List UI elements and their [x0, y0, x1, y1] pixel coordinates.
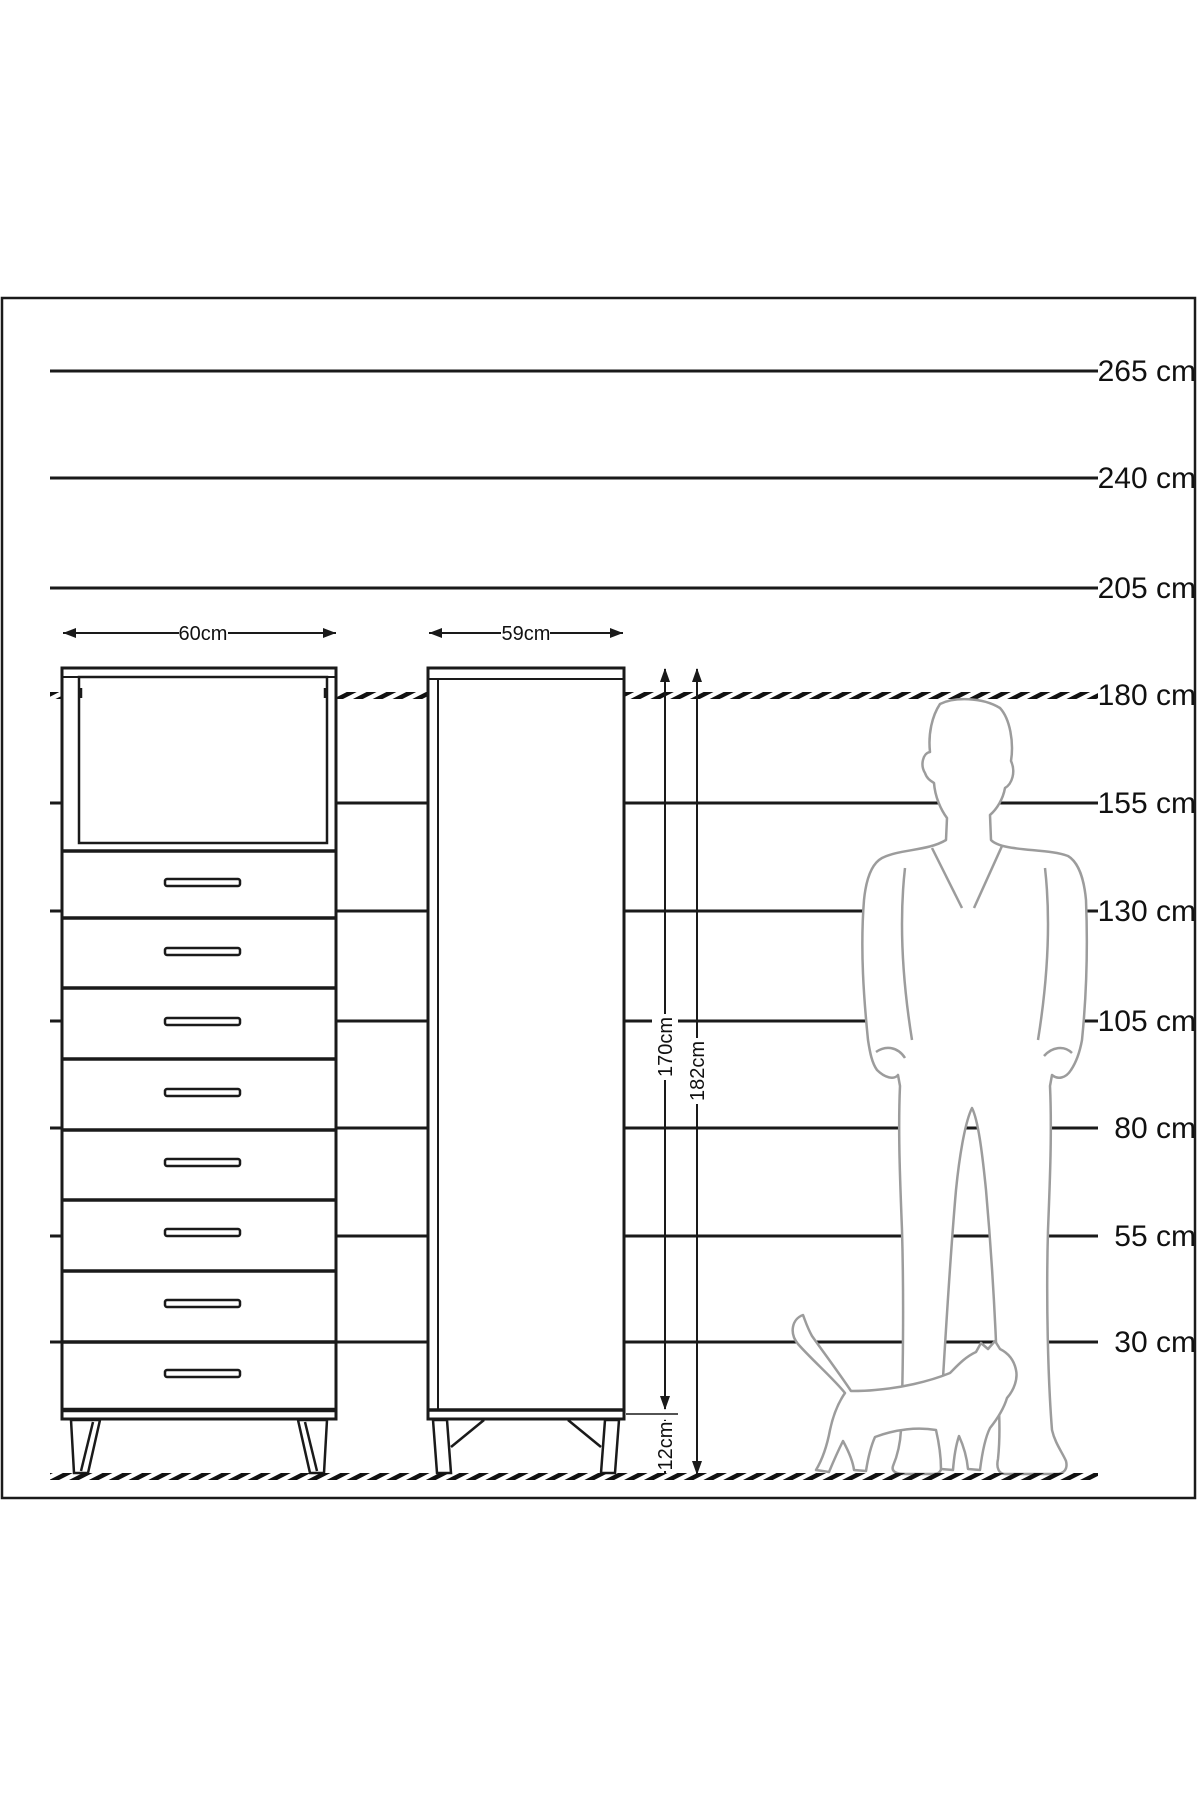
scale-labels	[1098, 355, 1196, 1359]
drawer-handle	[165, 1370, 240, 1377]
scale-label-105: 105 cm	[1097, 1005, 1196, 1038]
scale-label-30: 30 cm	[1114, 1326, 1196, 1359]
wardrobe-legs	[433, 1420, 619, 1473]
total-height-label: 182cm	[687, 1040, 709, 1102]
chest-of-drawers	[62, 668, 336, 1473]
scale-label-240: 240 cm	[1097, 462, 1196, 495]
drawer-handle	[165, 1018, 240, 1025]
scale-label-130: 130 cm	[1097, 895, 1196, 928]
chest-legs	[71, 1420, 327, 1473]
scale-label-155: 155 cm	[1097, 787, 1196, 820]
wardrobe-width-label: 59cm	[501, 623, 551, 645]
drawer-handle	[165, 879, 240, 886]
drawer-handle	[165, 1300, 240, 1307]
chest-width-label: 60cm	[178, 623, 228, 645]
wardrobe-leg-right	[601, 1420, 619, 1473]
scale-label-205: 205 cm	[1097, 572, 1196, 605]
wardrobe	[428, 668, 624, 1473]
body-height-label: 170cm	[655, 1016, 677, 1078]
wardrobe-leg-left	[433, 1420, 451, 1473]
chest-leg-left	[71, 1420, 100, 1473]
wardrobe-body	[428, 668, 624, 1419]
drawer-handle	[165, 948, 240, 955]
scale-label-180: 180 cm	[1097, 679, 1196, 712]
scale-label-80: 80 cm	[1114, 1112, 1196, 1145]
drawer-handle	[165, 1229, 240, 1236]
scale-label-265: 265 cm	[1097, 355, 1196, 388]
chest-leg-right	[298, 1420, 327, 1473]
scale-label-55: 55 cm	[1114, 1220, 1196, 1253]
chest-open-shelf	[79, 677, 327, 843]
drawer-handle	[165, 1089, 240, 1096]
leg-height-label: 12cm	[655, 1421, 677, 1471]
ground-line	[50, 1473, 1098, 1480]
drawer-handle	[165, 1159, 240, 1166]
